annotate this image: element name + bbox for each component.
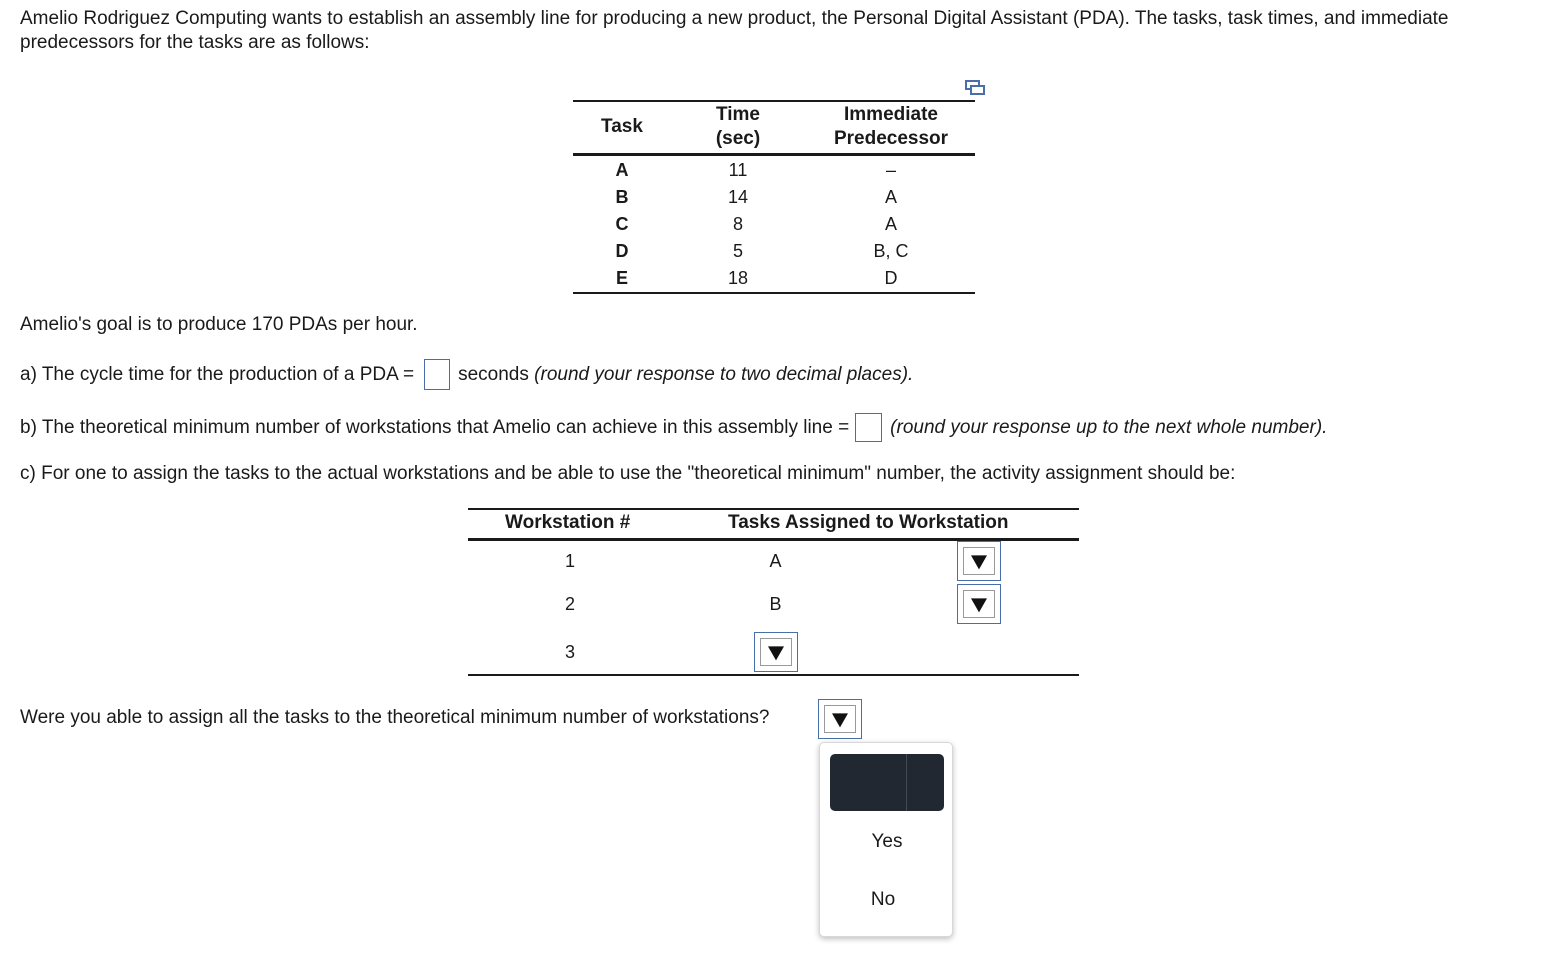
chevron-down-icon [832,713,848,727]
question-d: Were you able to assign all the tasks to the theoretical minimum number of workstations? [20,707,770,728]
pred-cell: A [884,214,897,234]
blank-option-highlighted[interactable] [830,754,944,811]
table-bottom-rule [573,292,975,294]
table-top-rule [573,100,975,102]
question-a-hint: (round your response to two decimal places). [534,363,914,385]
chevron-down-icon [971,555,987,569]
copy-table-icon[interactable] [965,80,985,96]
task-dropdown-ws3[interactable] [754,632,798,672]
time-cell: 8 [732,214,743,234]
header-time-line2: (sec) [715,128,761,149]
option-no[interactable]: No [870,889,896,910]
pred-cell: B, C [873,241,909,261]
cycle-time-input[interactable] [424,359,450,390]
task-dropdown-ws2[interactable] [957,584,1001,624]
task-cell: A [615,160,629,180]
question-a-unit: seconds [458,363,529,385]
question-c: c) For one to assign the tasks to the actual workstations and be able to use the "theoretical minimum" number, the activity assignment should be: [20,463,1236,484]
option-yes[interactable]: Yes [871,831,903,852]
task-table [573,100,975,295]
time-cell: 5 [732,241,743,261]
question-b-prefix: b) The theoretical minimum number of workstations that Amelio can achieve in this assembly line = [20,416,850,438]
yes-no-dropdown[interactable] [818,699,862,739]
time-cell: 11 [728,160,748,180]
header-task: Task [601,116,643,137]
task-cell: D [615,241,629,261]
workstation-number: 3 [564,642,575,662]
workstation-number: 1 [564,551,575,571]
option-separator [906,754,907,811]
table-top-rule [468,508,1079,510]
chevron-down-icon [768,646,784,660]
question-b [20,413,1327,442]
task-cell: C [615,214,629,234]
task-dropdown-ws1[interactable] [957,541,1001,581]
question-b-hint: (round your response up to the next whole number). [890,416,1328,438]
pred-cell: A [884,187,897,207]
assigned-task: B [769,594,782,614]
time-cell: 14 [727,187,749,207]
goal-text: Amelio's goal is to produce 170 PDAs per hour. [20,314,418,335]
header-pred-line1: Immediate [844,104,938,125]
workstation-number: 2 [564,594,575,614]
header-predecessor [813,103,969,151]
header-tasks-assigned: Tasks Assigned to Workstation [728,512,1009,533]
header-time [683,103,793,151]
time-cell: 18 [727,268,749,288]
task-cell: B [615,187,629,207]
chevron-down-icon [971,598,987,612]
pred-cell: – [885,160,896,180]
pred-cell: D [884,268,898,288]
header-time-line1: Time [715,104,760,125]
question-a-prefix: a) The cycle time for the production of a PDA = [20,363,415,385]
min-workstations-input[interactable] [855,413,882,442]
intro-text: Amelio Rodriguez Computing wants to establish an assembly line for producing a new product, the Personal Digital Assistant (PDA). The tasks, task times, and immediate predecessors for the tasks are as follows: [20,8,1449,53]
assigned-task: A [769,551,782,571]
task-cell: E [615,268,628,288]
dropdown-popup [819,742,953,937]
header-rule [573,153,975,156]
assignment-table [468,508,1079,678]
header-workstation: Workstation # [505,512,631,533]
header-pred-line2: Predecessor [833,128,949,149]
question-a [20,359,913,390]
table-bottom-rule [468,674,1079,676]
